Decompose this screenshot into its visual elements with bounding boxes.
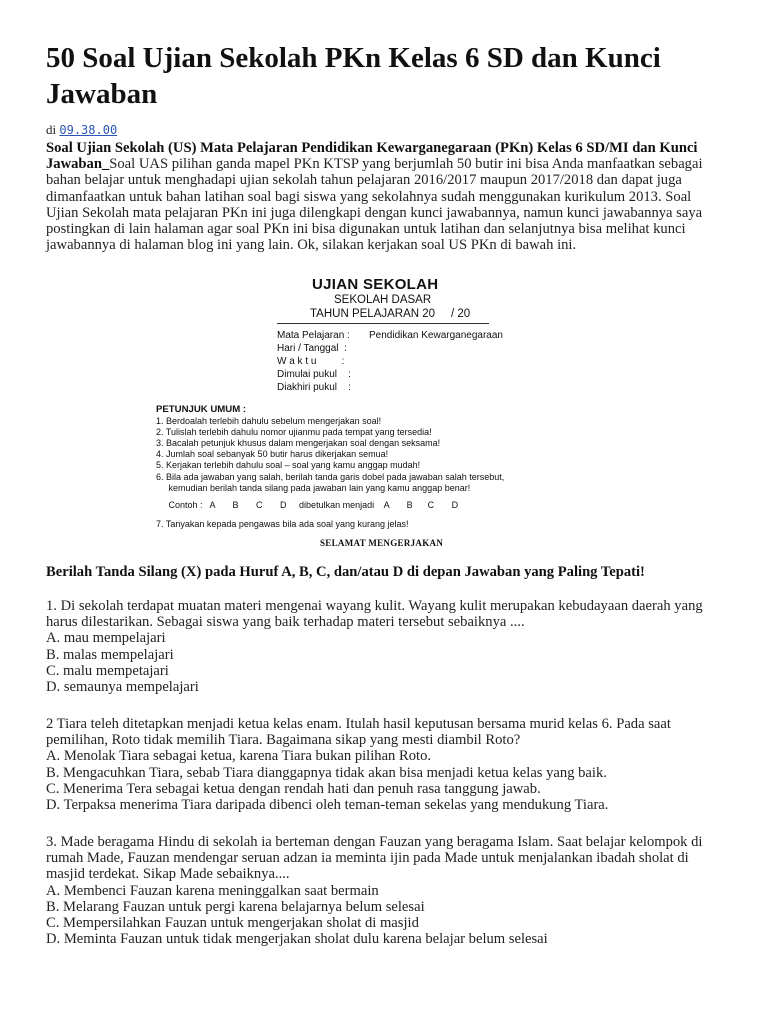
post-time-link[interactable]: 09.38.00 [59,123,118,137]
scan-instruction-item: 1. Berdoalah terlebih dahulu sebelum mengerjakan soal! [156,416,382,426]
scan-field-row: Diakhiri pukul : [277,382,351,393]
question-instruction: Berilah Tanda Silang (X) pada Huruf A, B, C, dan/atau D di depan Jawaban yang Paling Tepati! [46,564,645,580]
page-title: 50 Soal Ujian Sekolah PKn Kelas 6 SD dan Kunci Jawaban [46,42,661,110]
scan-example-row: Contoh : A B C D dibetulkan menjadi A B C D [156,500,459,510]
scan-instruction-item: 2. Tulislah terlebih dahulu nomor ujianmu pada tempat yang tersedia! [156,427,432,437]
option-d: D. semaunya mempelajari [46,679,199,696]
exam-cover-image [152,274,528,554]
scan-field-row: Dimulai pukul : [277,369,351,380]
option-a: A. mau mempelajari [46,630,166,647]
question-2 [46,716,722,813]
scan-divider [277,323,489,324]
option-b: B. malas mempelajari [46,646,174,663]
scan-instruction-item: 4. Jumlah soal sebanyak 50 butir harus dikerjakan semua! [156,449,389,459]
post-meta [46,122,117,138]
intro-bold: Soal Ujian Sekolah (US) Mata Pelajaran Pendidikan Kewarganegaraan (PKn) Kelas 6 SD/MI dan Kunci Jawaban_ [46,140,698,173]
option-c: C. Mempersilahkan Fauzan untuk mengerjakan sholat di masjid [46,915,419,932]
intro-paragraph [46,140,722,253]
scan-instruction-item: 7. Tanyakan kepada pengawas bila ada soal yang kurang jelas! [156,519,409,529]
scan-title: UJIAN SEKOLAH [312,276,439,293]
option-a: A. Membenci Fauzan karena meninggalkan saat bermain [46,882,379,899]
scan-instruction-item: 3. Bacalah petunjuk khusus dalam mengerjakan soal dengan seksama! [156,438,441,448]
scan-field-row: Mata Pelajaran : Pendidikan Kewarganegaraan [277,330,503,341]
option-c: C. malu mempetajari [46,662,169,679]
question-text: 2 Tiara teleh ditetapkan menjadi ketua kelas enam. Itulah hasil keputusan bersama murid kelas 6. Pada saat pemilihan, Roto tidak memilih Tiara. Bagaimana sikap yang mesti diambil Roto? [46,716,671,749]
question-text: 3. Made beragama Hindu di sekolah ia berteman dengan Fauzan yang beragama Islam. Saat belajar kelompok di rumah Made, Fauzan mendengar seruan adzan ia meminta ijin pada Made untuk menjalankan ibadah sholat di masjid terdekat. Sikap Made sebaiknya.... [46,834,703,883]
question-text: 1. Di sekolah terdapat muatan materi mengenai wayang kulit. Wayang kulit merupakan kebudayaan daerah yang harus dilestarikan. Sebagai siswa yang baik terhadap materi tersebut sebaiknya .... [46,598,703,631]
scan-field-row: Hari / Tanggal : [277,343,347,354]
scan-footer: SELAMAT MENGERJAKAN [320,538,444,548]
intro-text: Soal UAS pilihan ganda mapel PKn KTSP yang berjumlah 50 butir ini bisa Anda manfaatkan sebagai bahan belajar untuk menghadapi ujian sekolah tahun pelajaran 2016/2017 maupun 2017/2018 dan dapat juga dimanfaatkan untuk bahan latihan soal bagi siswa yang sekolahnya sudah menggunakan kurikulum 2013. Soal Ujian Sekolah mata pelajaran PKn ini juga dilengkapi dengan kunci jawabannya, namun kunci jawabannya saya postingkan di lain halaman agar soal PKn ini bisa digunakan untuk latihan dan selanjutnya bisa melihat kunci jawabannya di halaman blog ini yang lain. Ok, silakan kerjakan soal US PKn di bawah ini. [46,156,703,254]
scan-field-row: W a k t u : [277,356,345,367]
scan-subtitle: SEKOLAH DASAR [334,294,432,306]
question-1 [46,598,722,695]
meta-prefix: di [46,122,57,137]
option-b: B. Melarang Fauzan untuk pergi karena belajarnya belum selesai [46,898,425,915]
option-a: A. Menolak Tiara sebagai ketua, karena Tiara bukan pilihan Roto. [46,748,432,765]
scan-instruction-item: 6. Bila ada jawaban yang salah, berilah tanda garis dobel pada jawaban salah tersebut, [156,472,505,482]
question-3 [46,834,722,947]
scan-instruction-item: kemudian berilah tanda silang pada jawaban lain yang kamu anggap benar! [156,483,471,493]
scan-instruction-item: 5. Kerjakan terlebih dahulu soal – soal yang kamu anggap mudah! [156,460,421,470]
scan-petunjuk-heading: PETUNJUK UMUM : [156,404,247,415]
scan-year: TAHUN PELAJARAN 20 / 20 [310,308,471,320]
option-b: B. Mengacuhkan Tiara, sebab Tiara dianggapnya tidak akan bisa menjadi ketua kelas yang baik. [46,764,607,781]
option-d: D. Meminta Fauzan untuk tidak mengerjakan sholat dulu karena belajar belum selesai [46,931,548,948]
option-d: D. Terpaksa menerima Tiara daripada dibenci oleh teman-teman sekelas yang mendukung Tiara. [46,797,609,814]
option-c: C. Menerima Tera sebagai ketua dengan rendah hati dan penuh rasa tanggung jawab. [46,780,541,797]
